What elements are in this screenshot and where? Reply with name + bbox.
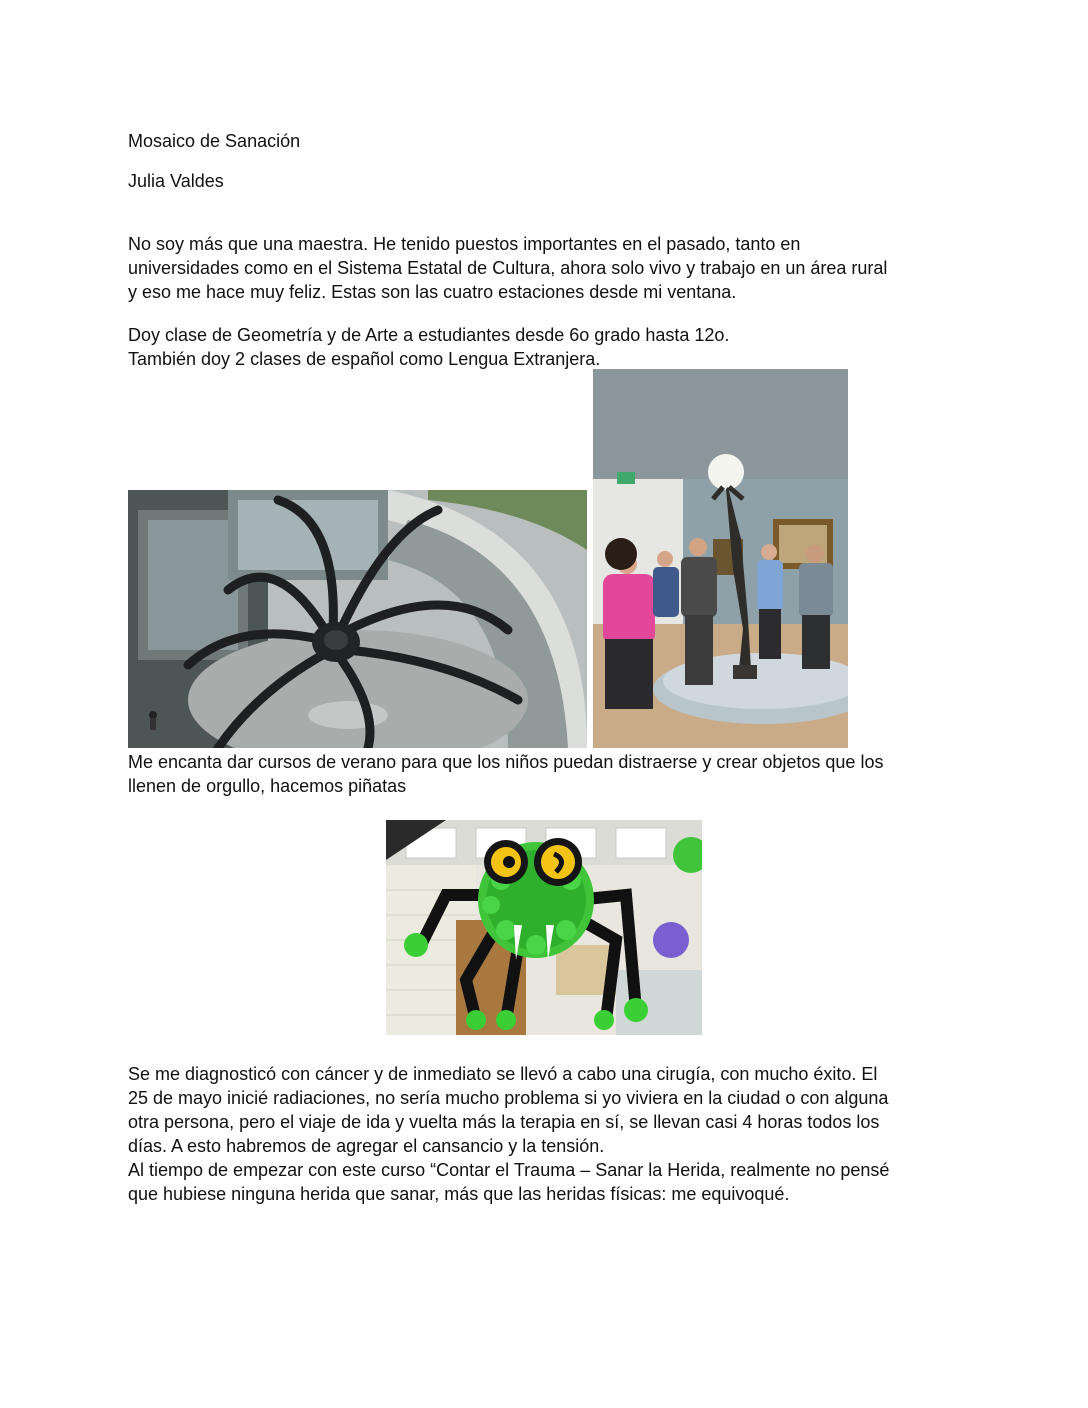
summer-paragraph	[128, 750, 960, 798]
museum-group-photo	[593, 369, 848, 748]
text-line: otra persona, pero el viaje de ida y vuelta más la terapia en sí, se llevan casi 4 horas todos los	[128, 1112, 880, 1132]
text-line: 25 de mayo inicié radiaciones, no sería mucho problema si yo viviera en la ciudad o con alguna	[128, 1088, 889, 1108]
spider-pinata-photo	[386, 820, 702, 1035]
text-line: Doy clase de Geometría y de Arte a estudiantes desde 6o grado hasta 12o.	[128, 325, 730, 345]
document-title: Mosaico de Sanación	[128, 131, 301, 151]
text-line: y eso me hace muy feliz. Estas son las cuatro estaciones desde mi ventana.	[128, 282, 737, 302]
classes-paragraph	[128, 323, 960, 371]
intro-paragraph	[128, 232, 960, 304]
text-line: Al tiempo de empezar con este curso “Contar el Trauma – Sanar la Herida, realmente no pensé	[128, 1160, 890, 1180]
text-line: Se me diagnosticó con cáncer y de inmediato se llevó a cabo una cirugía, con mucho éxito. El	[128, 1064, 878, 1084]
text-line: También doy 2 clases de español como Lengua Extranjera.	[128, 349, 601, 369]
text-line: universidades como en el Sistema Estatal de Cultura, ahora solo vivo y trabajo en un área rural	[128, 258, 888, 278]
text-line: días. A esto habremos de agregar el cansancio y la tensión.	[128, 1136, 605, 1156]
text-line: que hubiese ninguna herida que sanar, más que las heridas físicas: me equivoqué.	[128, 1184, 790, 1204]
text-line: llenen de orgullo, hacemos piñatas	[128, 776, 407, 796]
document-author: Julia Valdes	[128, 171, 224, 191]
text-line: Me encanta dar cursos de verano para que los niños puedan distraerse y crear objetos que los	[128, 752, 884, 772]
text-line: No soy más que una maestra. He tenido puestos importantes en el pasado, tanto en	[128, 234, 801, 254]
spider-sculpture-photo	[128, 490, 587, 748]
cancer-paragraph	[128, 1062, 960, 1206]
